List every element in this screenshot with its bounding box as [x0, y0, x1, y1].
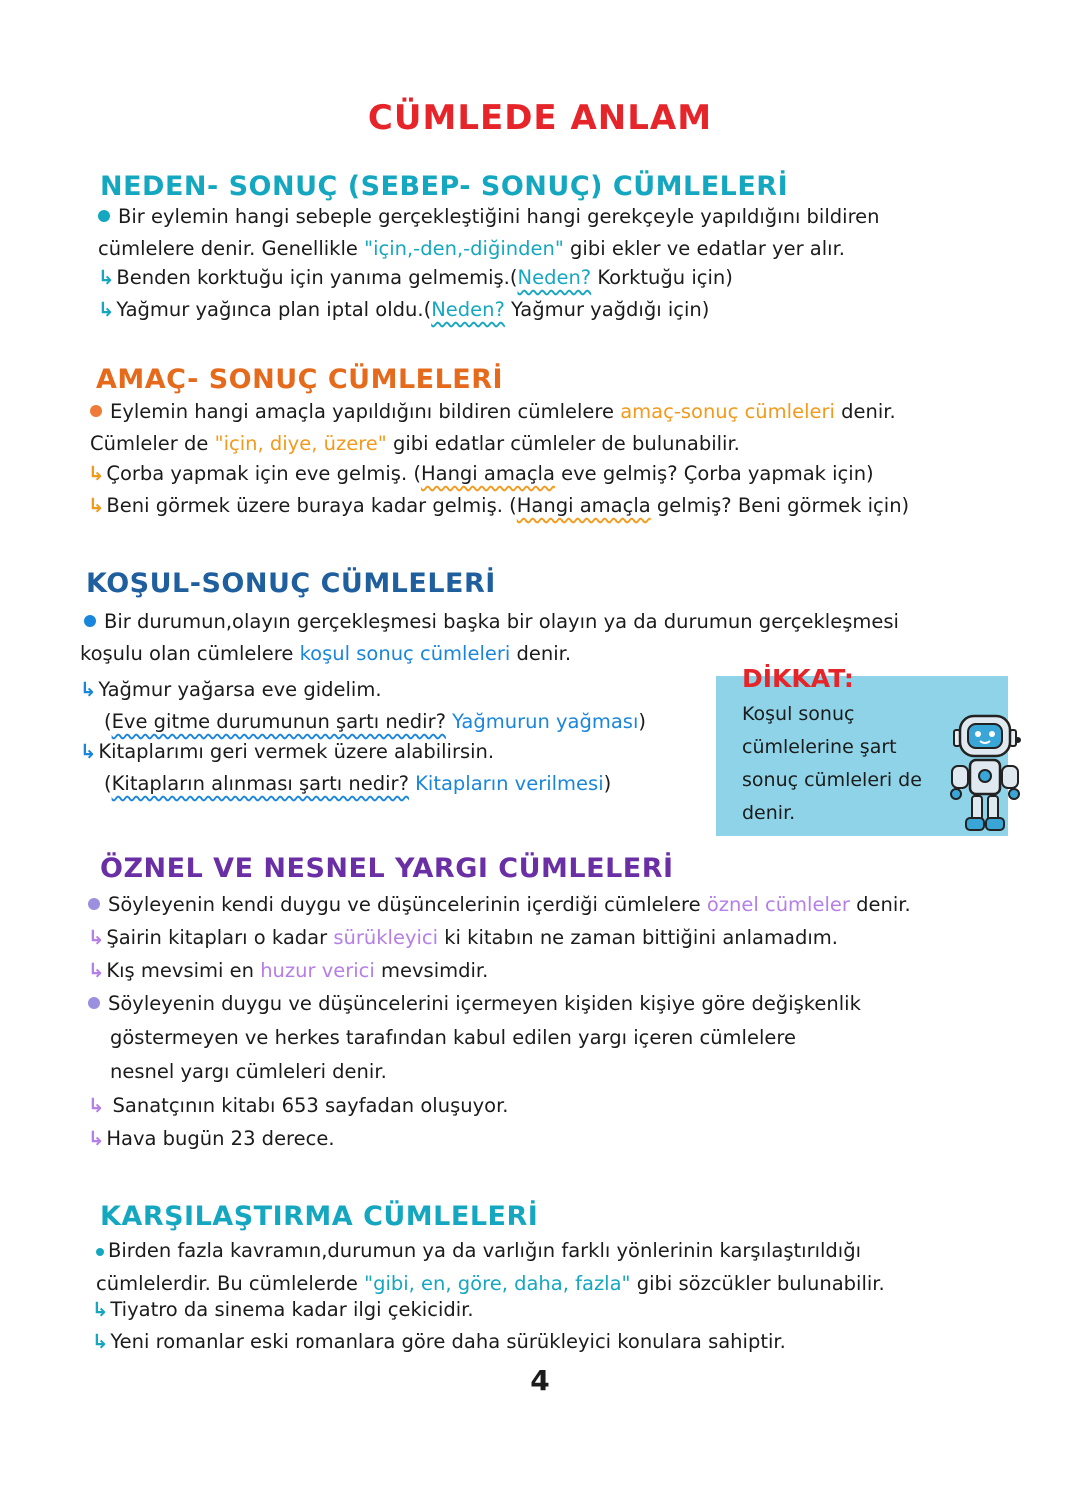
- bullet-dot-icon: [84, 615, 96, 627]
- definition-line: Cümleler de "için, diye, üzere" gibi edatlar cümleler de bulunabilir.: [90, 432, 740, 455]
- arrow-icon: ↳: [80, 740, 97, 763]
- bullet-dot-icon: [98, 210, 110, 222]
- page-title: CÜMLEDE ANLAM: [367, 98, 713, 138]
- arrow-icon: ↳: [88, 926, 105, 949]
- arrow-icon: ↳: [88, 959, 105, 982]
- definition-line: göstermeyen ve herkes tarafından kabul edilen yargı içeren cümlelere: [110, 1026, 796, 1049]
- arrow-icon: ↳: [80, 678, 97, 701]
- section-heading: KARŞILAŞTIRMA CÜMLELERİ: [100, 1201, 539, 1232]
- note-line: sonuç cümleleri de: [742, 769, 922, 791]
- bullet-dot-icon: [88, 997, 100, 1009]
- example-line: ↳ Yeni romanlar eski romanlara göre daha sürükleyici konulara sahiptir.: [92, 1330, 786, 1353]
- example-line: ↳ Kitaplarımı geri vermek üzere alabilirsin.: [80, 740, 495, 763]
- arrow-icon: ↳: [88, 1127, 105, 1150]
- example-line: ↳ Şairin kitapları o kadar sürükleyici ki kitabın ne zaman bittiğini anlamadım.: [88, 926, 838, 949]
- arrow-icon: ↳: [98, 266, 115, 289]
- example-line: ↳ Beni görmek üzere buraya kadar gelmiş. (Hangi amaçla gelmiş? Beni görmek için): [88, 494, 910, 517]
- definition-line: Eylemin hangi amaçla yapıldığını bildiren cümlelere amaç-sonuç cümleleri denir.: [90, 396, 896, 428]
- definition-line: Birden fazla kavramın,durumun ya da varlığın farklı yönlerinin karşılaştırıldığı: [96, 1235, 861, 1267]
- page-number: 4: [530, 1364, 550, 1397]
- arrow-icon: ↳: [98, 298, 115, 321]
- robot-icon: [944, 710, 1024, 838]
- example-line: ↳ Tiyatro da sinema kadar ilgi çekicidir.: [92, 1298, 474, 1321]
- note-line: denir.: [742, 802, 796, 824]
- example-question: (Eve gitme durumunun şartı nedir? Yağmurun yağması): [104, 710, 646, 733]
- example-line: ↳ Benden korktuğu için yanıma gelmemiş.(Neden? Korktuğu için): [98, 266, 733, 289]
- definition-line: koşulu olan cümlelere koşul sonuç cümleleri denir.: [80, 642, 572, 665]
- example-line: ↳ Yağmur yağınca plan iptal oldu.(Neden? Yağmur yağdığı için): [98, 298, 710, 321]
- section-heading: ÖZNEL VE NESNEL YARGI CÜMLELERİ: [100, 853, 674, 884]
- definition-line: cümlelerdir. Bu cümlelerde "gibi, en, göre, daha, fazla" gibi sözcükler bulunabilir.: [96, 1272, 885, 1295]
- section-heading: KOŞUL-SONUÇ CÜMLELERİ: [86, 568, 496, 599]
- definition-line: Söyleyenin duygu ve düşüncelerini içermeyen kişiden kişiye göre değişkenlik: [88, 988, 861, 1020]
- bullet-dot-icon: [96, 1248, 104, 1256]
- arrow-icon: ↳: [92, 1298, 109, 1321]
- example-line: ↳ Sanatçının kitabı 653 sayfadan oluşuyor.: [88, 1094, 509, 1117]
- section-heading: AMAÇ- SONUÇ CÜMLELERİ: [96, 364, 504, 395]
- definition-line: Söyleyenin kendi duygu ve düşüncelerinin içerdiği cümlelere öznel cümleler denir.: [88, 889, 911, 921]
- definition-line: cümlelere denir. Genellikle "için,-den,-diğinden" gibi ekler ve edatlar yer alır.: [98, 237, 846, 260]
- definition-line: nesnel yargı cümleleri denir.: [110, 1060, 387, 1083]
- example-question: (Kitapların alınması şartı nedir? Kitapların verilmesi): [104, 772, 612, 795]
- note-line: Koşul sonuç: [742, 703, 855, 725]
- note-title: DİKKAT:: [742, 664, 854, 693]
- arrow-icon: ↳: [88, 494, 105, 517]
- note-line: cümlelerine şart: [742, 736, 897, 758]
- definition-line: Bir eylemin hangi sebeple gerçekleştiğini hangi gerekçeyle yapıldığını bildiren: [98, 201, 880, 233]
- example-line: ↳ Kış mevsimi en huzur verici mevsimdir.: [88, 959, 489, 982]
- bullet-dot-icon: [88, 898, 100, 910]
- arrow-icon: ↳: [88, 1094, 105, 1117]
- arrow-icon: ↳: [92, 1330, 109, 1353]
- example-line: ↳ Hava bugün 23 derece.: [88, 1127, 335, 1150]
- bullet-dot-icon: [90, 405, 102, 417]
- example-line: ↳ Yağmur yağarsa eve gidelim.: [80, 678, 382, 701]
- arrow-icon: ↳: [88, 462, 105, 485]
- definition-line: Bir durumun,olayın gerçekleşmesi başka bir olayın ya da durumun gerçekleşmesi: [84, 606, 899, 638]
- example-line: ↳ Çorba yapmak için eve gelmiş. (Hangi amaçla eve gelmiş? Çorba yapmak için): [88, 462, 874, 485]
- section-heading: NEDEN- SONUÇ (SEBEP- SONUÇ) CÜMLELERİ: [100, 171, 789, 202]
